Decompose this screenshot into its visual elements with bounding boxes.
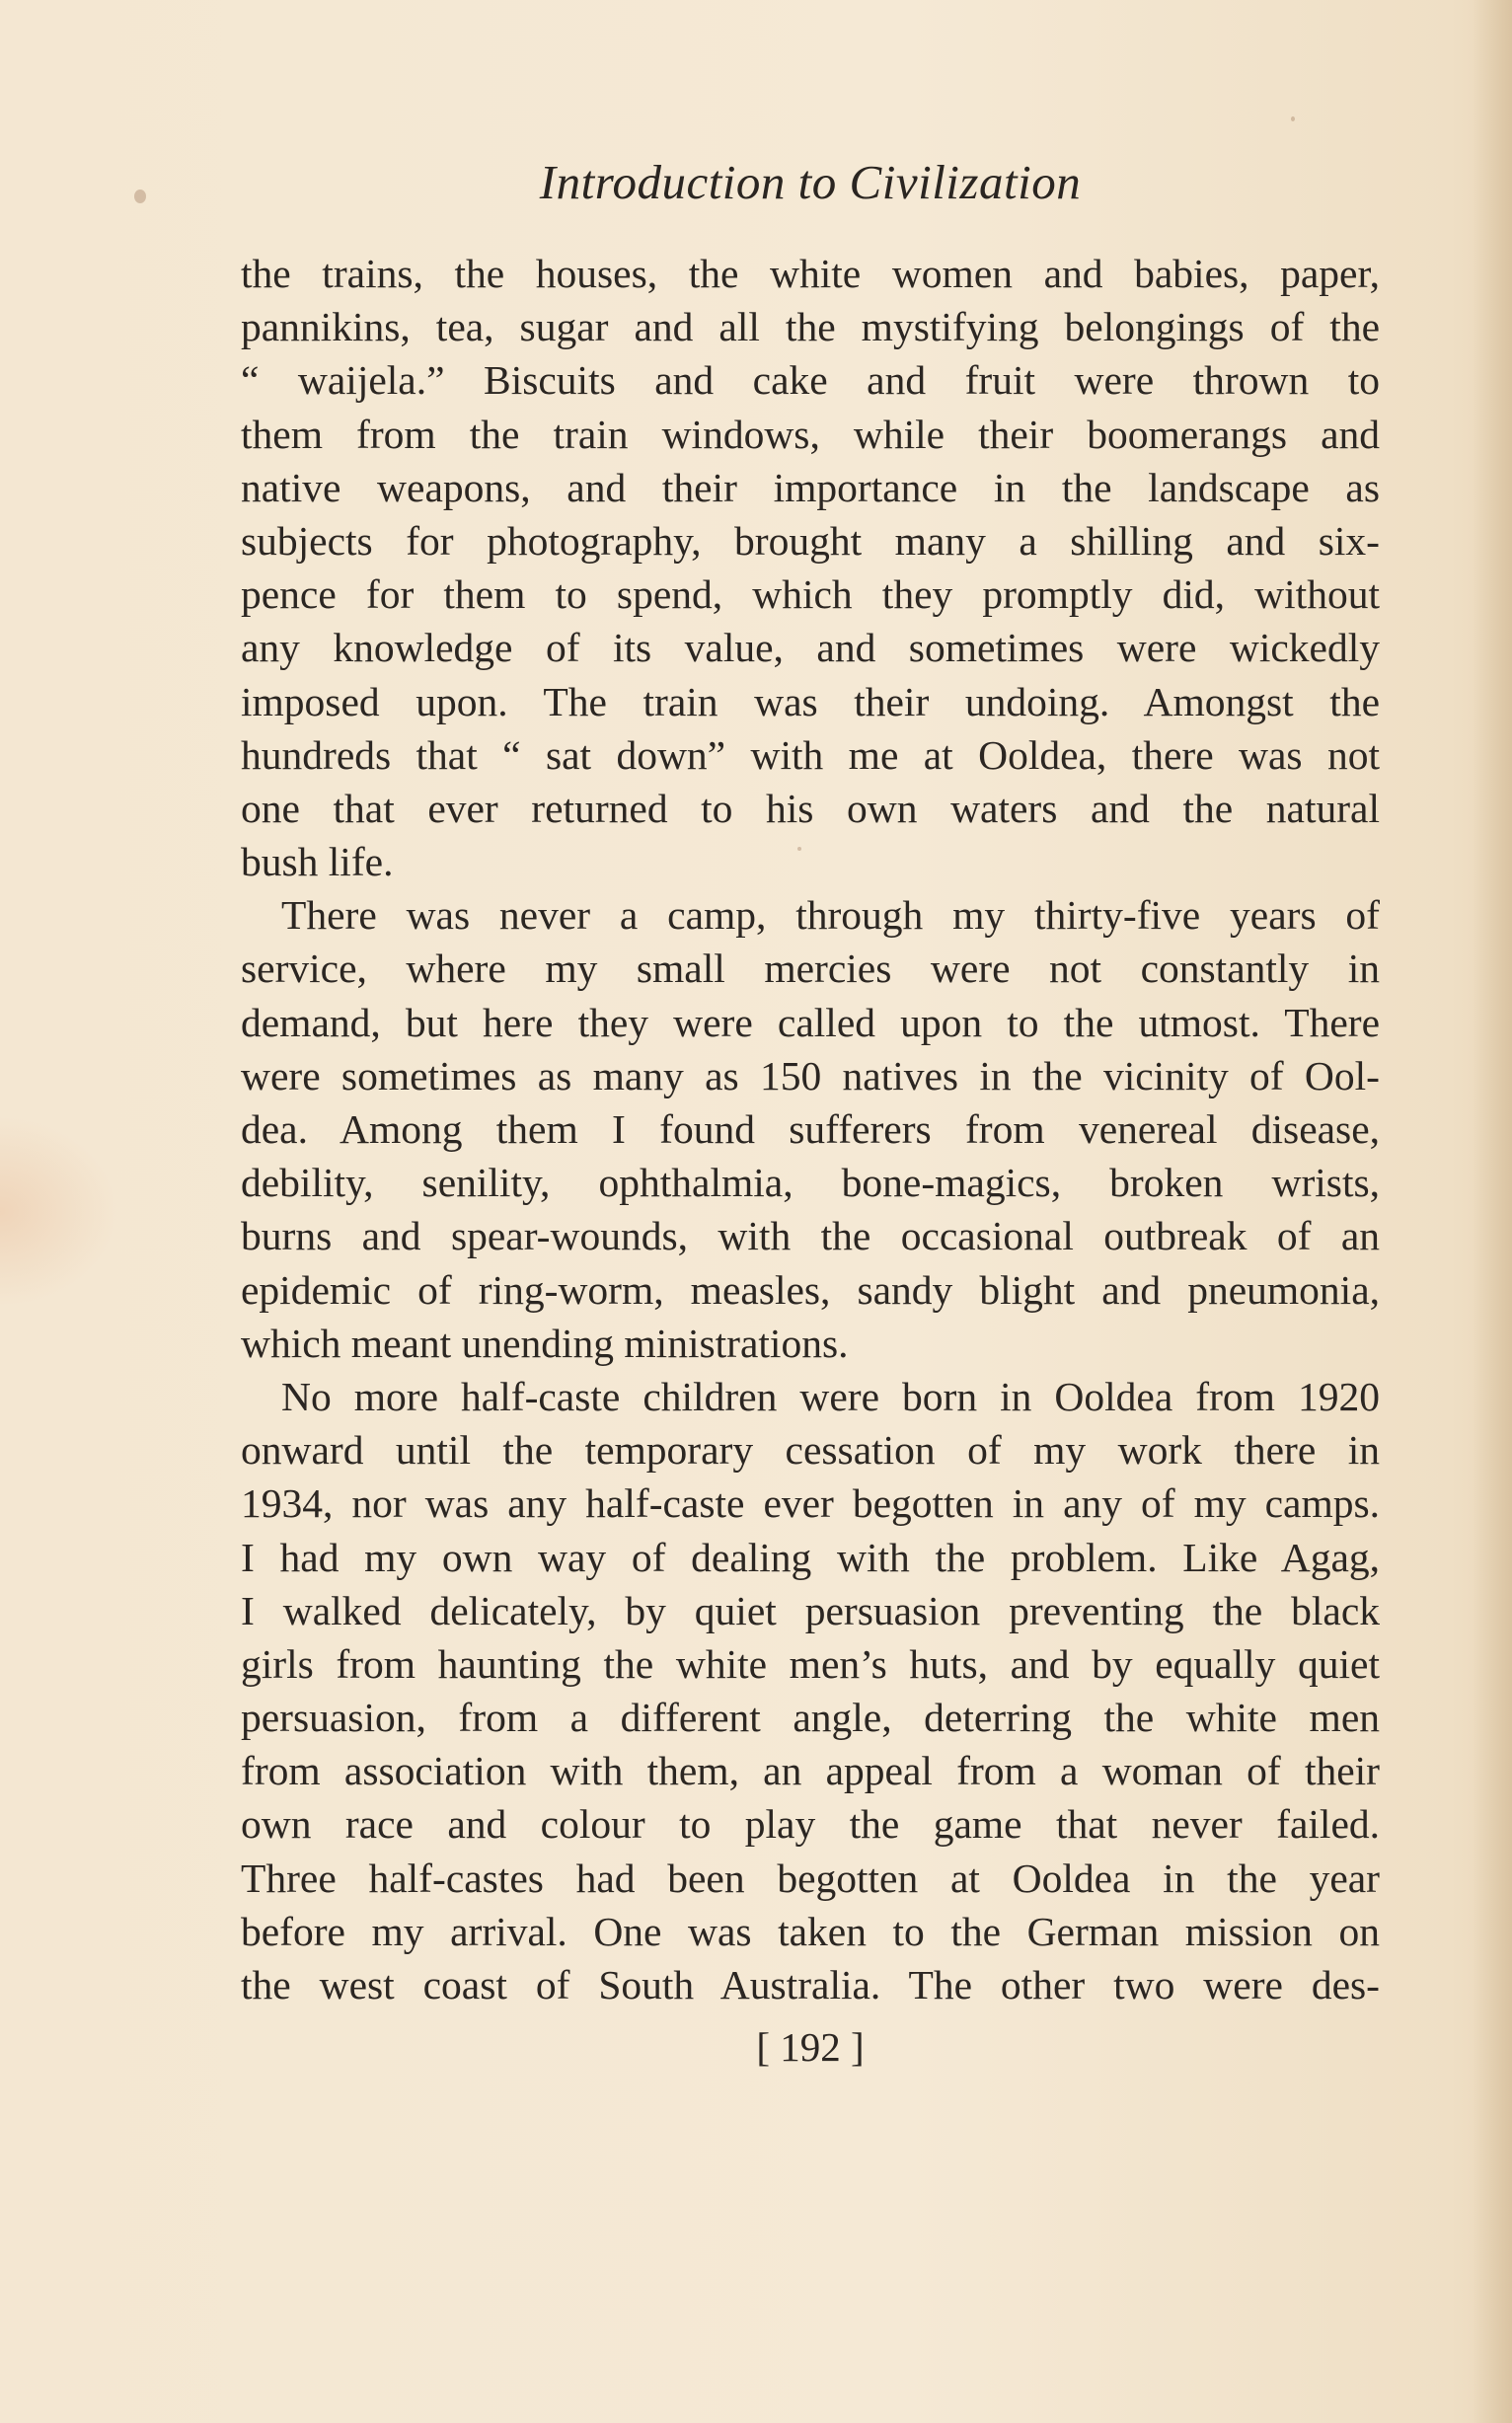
text-line: were sometimes as many as 150 natives in the vicinity of Ool- bbox=[241, 1052, 1380, 1098]
body-text bbox=[241, 247, 1380, 2011]
text-line: persuasion, from a different angle, deterring the white men bbox=[241, 1695, 1380, 1741]
text-line: native weapons, and their importance in the landscape as bbox=[241, 464, 1380, 510]
text-line: from association with them, an appeal from a woman of their bbox=[241, 1748, 1380, 1794]
text-line: hundreds that “ sat down” with me at Ooldea, there was not bbox=[241, 731, 1380, 778]
paper-speck bbox=[134, 189, 146, 203]
page-edge-shadow bbox=[1473, 0, 1512, 2423]
text-line: them from the train windows, while their boomerangs and bbox=[241, 411, 1380, 457]
text-line: I walked delicately, by quiet persuasion preventing the black bbox=[241, 1587, 1380, 1633]
text-line: the trains, the houses, the white women and babies, paper, bbox=[241, 251, 1380, 296]
text-line: debility, senility, ophthalmia, bone-magics, broken wrists, bbox=[241, 1160, 1380, 1206]
text-line: demand, but here they were called upon to the utmost. There bbox=[241, 999, 1380, 1045]
text-line: 1934, nor was any half-caste ever begotten in any of my camps. bbox=[241, 1480, 1380, 1527]
text-line: any knowledge of its value, and sometimes were wickedly bbox=[241, 625, 1380, 671]
page-number: [ 192 ] bbox=[756, 2024, 865, 2070]
text-line: There was never a camp, through my thirty-five years of bbox=[281, 892, 1380, 939]
paragraph bbox=[241, 1370, 1380, 2011]
paragraph bbox=[241, 247, 1380, 888]
text-line: epidemic of ring-worm, measles, sandy blight and pneumonia, bbox=[241, 1266, 1380, 1313]
text-line: own race and colour to play the game that never failed. bbox=[241, 1801, 1380, 1848]
text-line: dea. Among them I found sufferers from venereal disease, bbox=[241, 1106, 1380, 1152]
text-line: burns and spear-wounds, with the occasional outbreak of an bbox=[241, 1213, 1380, 1259]
text-line: service, where my small mercies were not constantly in bbox=[241, 946, 1380, 992]
text-line: pannikins, tea, sugar and all the mystifying belongings of the bbox=[241, 304, 1380, 350]
text-line: the west coast of South Australia. The other two were des- bbox=[241, 1962, 1380, 2007]
text-line: No more half-caste children were born in Ooldea from 1920 bbox=[281, 1373, 1380, 1419]
running-head: Introduction to Civilization bbox=[539, 155, 1082, 209]
text-line: Three half-castes had been begotten at Ooldea in the year bbox=[241, 1855, 1380, 1901]
paper-speck bbox=[1291, 116, 1295, 121]
text-line: onward until the temporary cessation of my work there in bbox=[241, 1427, 1380, 1474]
text-line: I had my own way of dealing with the problem. Like Agag, bbox=[241, 1534, 1380, 1580]
text-line: one that ever returned to his own waters and the natural bbox=[241, 785, 1380, 831]
text-line: subjects for photography, brought many a shilling and six- bbox=[241, 517, 1380, 564]
paragraph bbox=[241, 888, 1380, 1370]
text-line: before my arrival. One was taken to the German mission on bbox=[241, 1908, 1380, 1954]
text-line: pence for them to spend, which they promptly did, without bbox=[241, 571, 1380, 618]
text-line: girls from haunting the white men’s huts, and by equally quiet bbox=[241, 1640, 1380, 1687]
text-line: which meant unending ministrations. bbox=[241, 1320, 849, 1366]
text-line: “ waijela.” Biscuits and cake and fruit were thrown to bbox=[241, 357, 1380, 404]
text-line: imposed upon. The train was their undoing. Amongst the bbox=[241, 678, 1380, 724]
text-line: bush life. bbox=[241, 839, 394, 885]
